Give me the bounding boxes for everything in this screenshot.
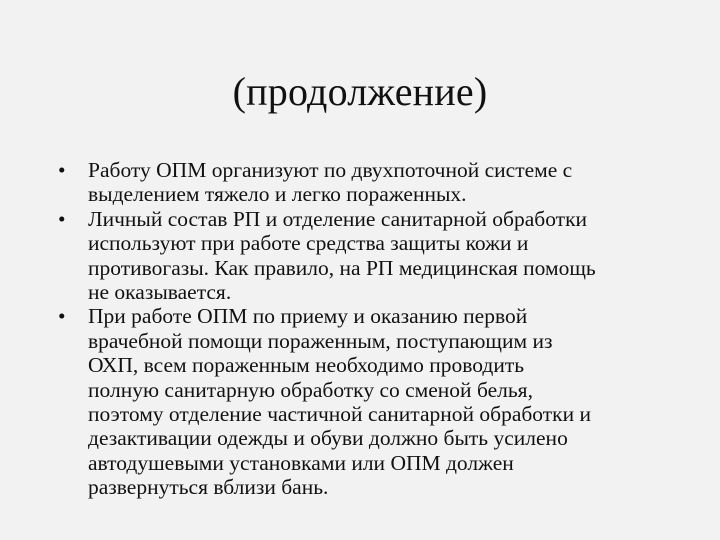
bullet-text-line: развернуться вблизи бань. bbox=[88, 475, 329, 500]
bullet-item-opm-first-aid bbox=[58, 304, 678, 499]
bullet-text-line: не оказывается. bbox=[88, 280, 232, 305]
bullet-text-line: Работу ОПМ организуют по двухпоточной системе с bbox=[88, 158, 573, 182]
bullet-text-line: автодушевыми установками или ОПМ должен bbox=[88, 450, 514, 475]
bullet-text-line: используют при работе средства защиты кожи и bbox=[88, 231, 529, 256]
bullet-item-opm-organization bbox=[58, 158, 678, 207]
bullet-text-line: При работе ОПМ по приему и оказанию первой bbox=[88, 304, 528, 329]
bullet-text-line: врачебной помощи пораженным, поступающим из bbox=[88, 328, 553, 353]
bullet-text-line: дезактивации одежды и обуви должно быть усилено bbox=[88, 426, 568, 451]
bullet-text-line: противогазы. Как правило, на РП медицинская помощь bbox=[88, 255, 596, 280]
bullet-icon: • bbox=[58, 304, 66, 329]
bullet-text-line: выделением тяжело и легко пораженных. bbox=[88, 182, 467, 207]
bullet-item-rp-personnel bbox=[58, 207, 678, 305]
bullet-text-line: ОХП, всем пораженным необходимо проводить bbox=[88, 353, 525, 378]
slide-title: (продолжение) bbox=[232, 69, 488, 114]
bullet-icon: • bbox=[58, 158, 66, 182]
bullet-text-line: полную санитарную обработку со сменой белья, bbox=[88, 377, 533, 402]
bullet-icon: • bbox=[58, 206, 66, 231]
bullet-list bbox=[58, 158, 678, 500]
bullet-text-line: поэтому отделение частичной санитарной обработки и bbox=[88, 402, 592, 427]
bullet-text-line: Личный состав РП и отделение санитарной обработки bbox=[88, 206, 588, 231]
